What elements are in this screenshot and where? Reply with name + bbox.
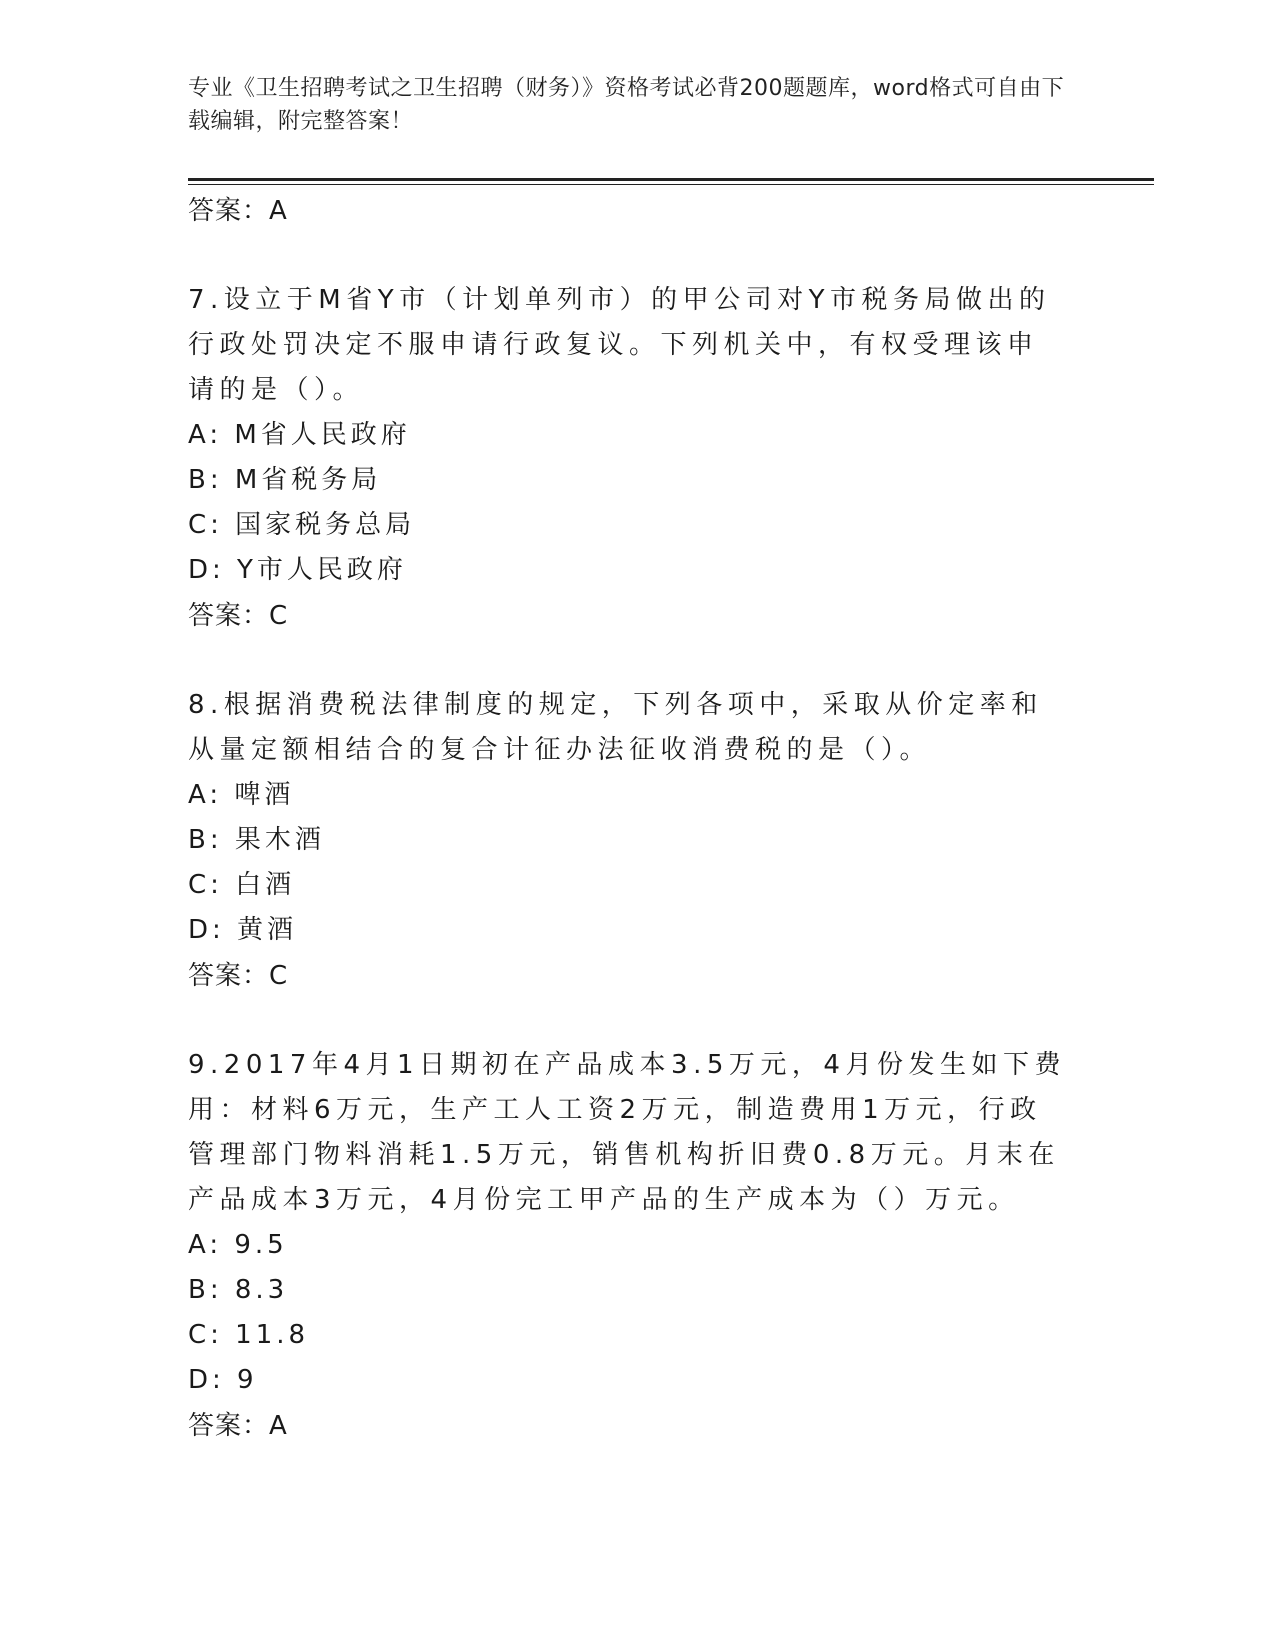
answer: 答案：C (188, 961, 289, 991)
spacer (188, 234, 1068, 278)
question-9 (188, 1043, 1068, 1449)
document-header: 专业《卫生招聘考试之卫生招聘（财务）》资格考试必背200题题库，word格式可自由下载编辑，附完整答案！ (188, 76, 1065, 134)
option-a: A: 啤酒 (188, 780, 295, 810)
spacer (188, 639, 1068, 683)
option-c: C: 11.8 (188, 1320, 310, 1350)
document-body (188, 188, 1068, 1449)
option-b: B: M省税务局 (188, 465, 382, 495)
answer: 答案：C (188, 601, 289, 631)
question-text: 7.设立于M省Y市（计划单列市）的甲公司对Y市税务局做出的行政处罚决定不服申请行政复议。下列机关中，有权受理该申请的是（）。 (188, 285, 1051, 405)
option-b: B: 8.3 (188, 1275, 289, 1305)
header-rule-thin (188, 184, 1154, 185)
answer: 答案：A (188, 1411, 288, 1441)
question-text: 8.根据消费税法律制度的规定，下列各项中，采取从价定率和从量定额相结合的复合计征办法征收消费税的是（）。 (188, 690, 1043, 765)
question-8 (188, 683, 1068, 999)
option-b: B: 果木酒 (188, 825, 325, 855)
option-a: A: M省人民政府 (188, 420, 411, 450)
header-rule-thick (188, 178, 1154, 181)
question-7 (188, 278, 1068, 639)
spacer (188, 999, 1068, 1043)
option-d: D: Y市人民政府 (188, 555, 407, 585)
option-c: C: 白酒 (188, 870, 296, 900)
option-d: D: 黄酒 (188, 915, 298, 945)
question-text: 9.2017年4月1日期初在产品成本3.5万元，4月份发生如下费用：材料6万元，生产工人工资2万元，制造费用1万元，行政管理部门物料消耗1.5万元，销售机构折旧费0.8万元。月末在产品成本3万元，4月份完工甲产品的生产成本为（）万元。 (188, 1050, 1066, 1215)
option-d: D: 9 (188, 1365, 258, 1395)
option-c: C: 国家税务总局 (188, 510, 416, 540)
option-a: A: 9.5 (188, 1230, 288, 1260)
previous-answer: 答案：A (188, 196, 288, 226)
